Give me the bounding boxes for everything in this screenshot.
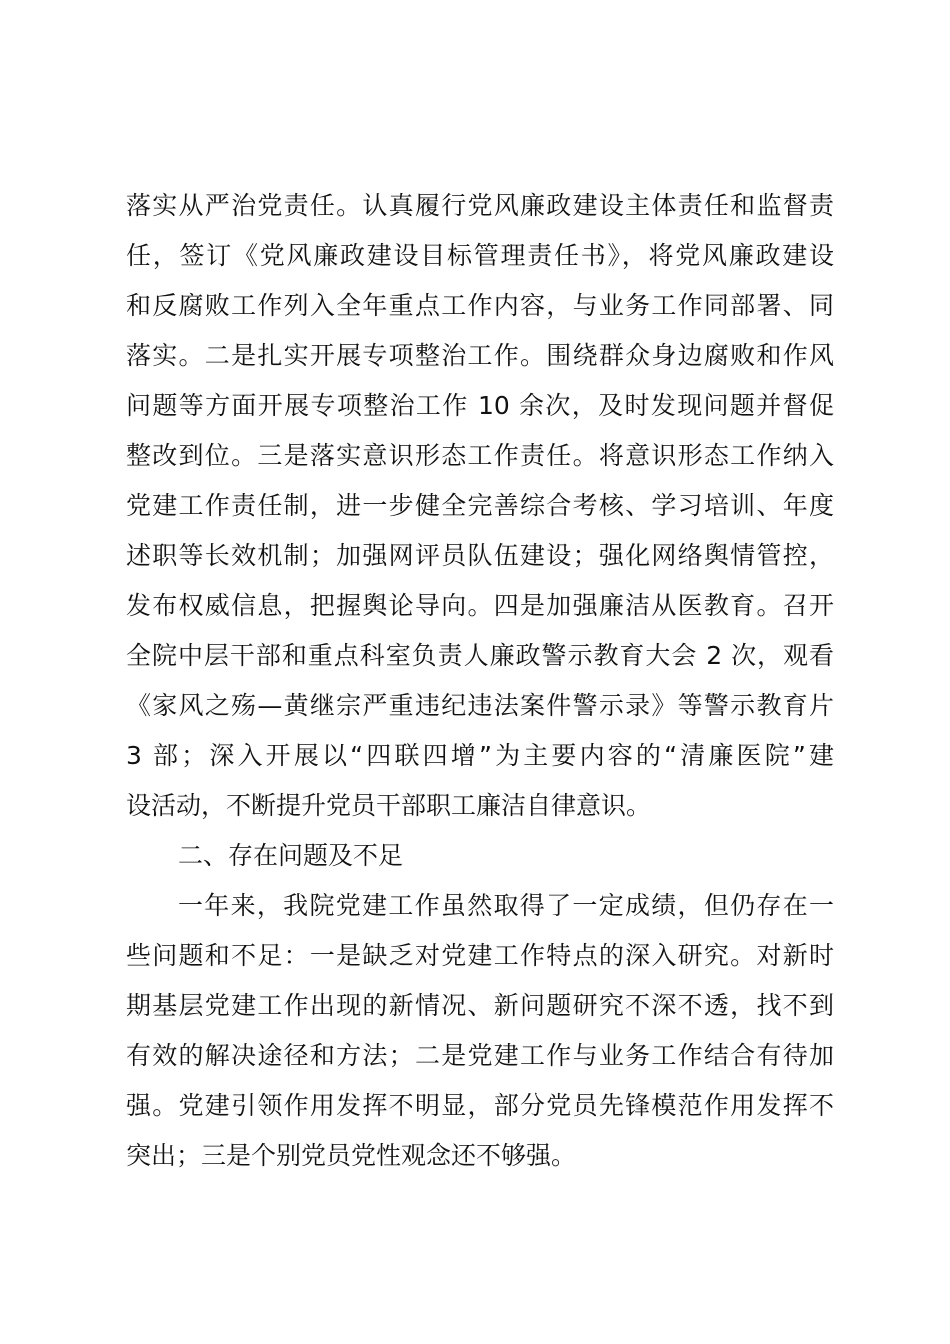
paragraph-1-line-3: 和反腐败工作列入全年重点工作内容，与业务工作同部署、同 bbox=[126, 291, 834, 320]
paragraph-1-line-5: 问题等方面开展专项整治工作 10 余次，及时发现问题并督促 bbox=[126, 391, 834, 420]
paragraph-1-line-1: 落实从严治党责任。认真履行党风廉政建设主体责任和监督责 bbox=[126, 191, 834, 220]
paragraph-1-line-6: 整改到位。三是落实意识形态工作责任。将意识形态工作纳入 bbox=[126, 441, 834, 470]
paragraph-2-line-3: 期基层党建工作出现的新情况、新问题研究不深不透，找不到 bbox=[126, 991, 834, 1020]
paragraph-1-line-12: 3 部；深入开展以“四联四增”为主要内容的“清廉医院”建 bbox=[126, 741, 834, 770]
paragraph-1-line-10: 全院中层干部和重点科室负责人廉政警示教育大会 2 次，观看 bbox=[126, 641, 834, 670]
paragraph-1-line-8: 述职等长效机制；加强网评员队伍建设；强化网络舆情管控， bbox=[126, 541, 834, 570]
paragraph-1-line-13: 设活动，不断提升党员干部职工廉洁自律意识。 bbox=[126, 791, 652, 820]
paragraph-2-line-6: 突出；三是个别党员党性观念还不够强。 bbox=[126, 1141, 577, 1170]
section-heading: 二、存在问题及不足 bbox=[178, 841, 404, 870]
paragraph-1-line-9: 发布权威信息，把握舆论导向。四是加强廉洁从医教育。召开 bbox=[126, 591, 834, 620]
paragraph-2-line-4: 有效的解决途径和方法；二是党建工作与业务工作结合有待加 bbox=[126, 1041, 834, 1070]
paragraph-1-line-2: 任，签订《党风廉政建设目标管理责任书》，将党风廉政建设 bbox=[126, 241, 834, 270]
paragraph-1-line-7: 党建工作责任制，进一步健全完善综合考核、学习培训、年度 bbox=[126, 491, 834, 520]
paragraph-2-line-5: 强。党建引领作用发挥不明显，部分党员先锋模范作用发挥不 bbox=[126, 1091, 834, 1120]
paragraph-1-line-4: 落实。二是扎实开展专项整治工作。围绕群众身边腐败和作风 bbox=[126, 341, 834, 370]
paragraph-1-line-11: 《家风之殇—黄继宗严重违纪违法案件警示录》等警示教育片 bbox=[126, 691, 834, 720]
paragraph-2-line-1: 一年来，我院党建工作虽然取得了一定成绩，但仍存在一 bbox=[178, 891, 834, 920]
paragraph-2-line-2: 些问题和不足：一是缺乏对党建工作特点的深入研究。对新时 bbox=[126, 941, 834, 970]
